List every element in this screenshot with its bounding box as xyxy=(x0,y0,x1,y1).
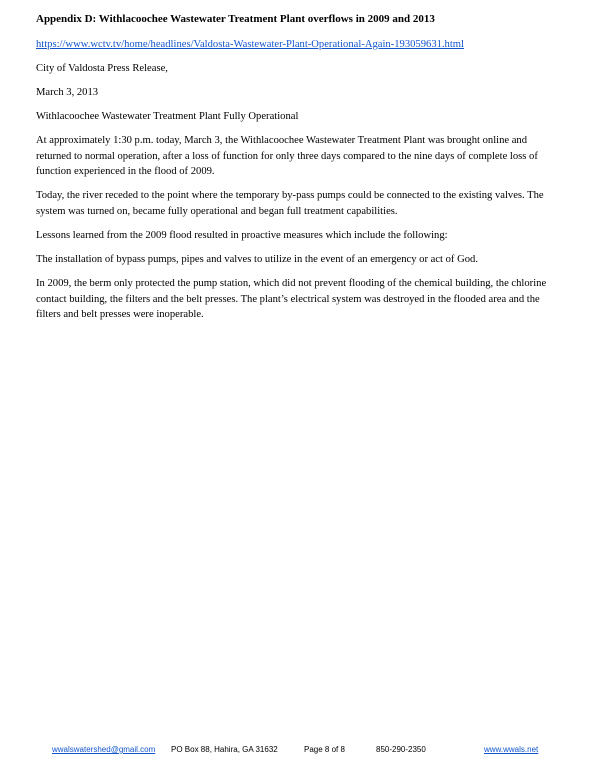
release-source: City of Valdosta Press Release, xyxy=(36,62,168,74)
release-title: Withlacoochee Wastewater Treatment Plant Fully Operational xyxy=(36,110,299,122)
footer-email-link[interactable]: wwalswatershed@gmail.com xyxy=(52,745,156,754)
paragraph-5: In 2009, the berm only protected the pump station, which did not prevent flooding of the chemical building, the chlorine contact building, the filters and the belt presses. The plant’s electrical system was destroyed in the flooded area and the filters and belt presses were inoperable. xyxy=(36,278,547,321)
paragraph-2: Today, the river receded to the point where the temporary by-pass pumps could be connected to the existing valves. The system was turned on, became fully operational and began full treatment capabilities. xyxy=(36,190,544,217)
footer-website-link[interactable]: www.wwals.net xyxy=(484,745,539,754)
paragraph-3: Lessons learned from the 2009 flood resulted in proactive measures which include the following: xyxy=(36,229,448,241)
footer-address: PO Box 88, Hahira, GA 31632 xyxy=(171,745,278,754)
footer-phone: 850-290-2350 xyxy=(376,745,426,754)
release-date: March 3, 2013 xyxy=(36,86,99,98)
paragraph-4: The installation of bypass pumps, pipes and valves to utilize in the event of an emergency or act of God. xyxy=(36,254,478,266)
page-footer xyxy=(0,743,600,757)
appendix-heading: Appendix D: Withlacoochee Wastewater Treatment Plant overflows in 2009 and 2013 xyxy=(36,13,435,25)
footer-page-number: Page 8 of 8 xyxy=(304,745,345,754)
paragraph-1: At approximately 1:30 p.m. today, March 3, the Withlacoochee Wastewater Treatment Plant was brought online and returned to normal operation, after a loss of function for only three days compared to the nine days of complete loss of function experienced in the flood of 2009. xyxy=(36,134,538,178)
document-body xyxy=(36,12,564,331)
source-url-link[interactable]: https://www.wctv.tv/home/headlines/Valdosta-Wastewater-Plant-Operational-Again-193059631.html xyxy=(36,38,464,50)
